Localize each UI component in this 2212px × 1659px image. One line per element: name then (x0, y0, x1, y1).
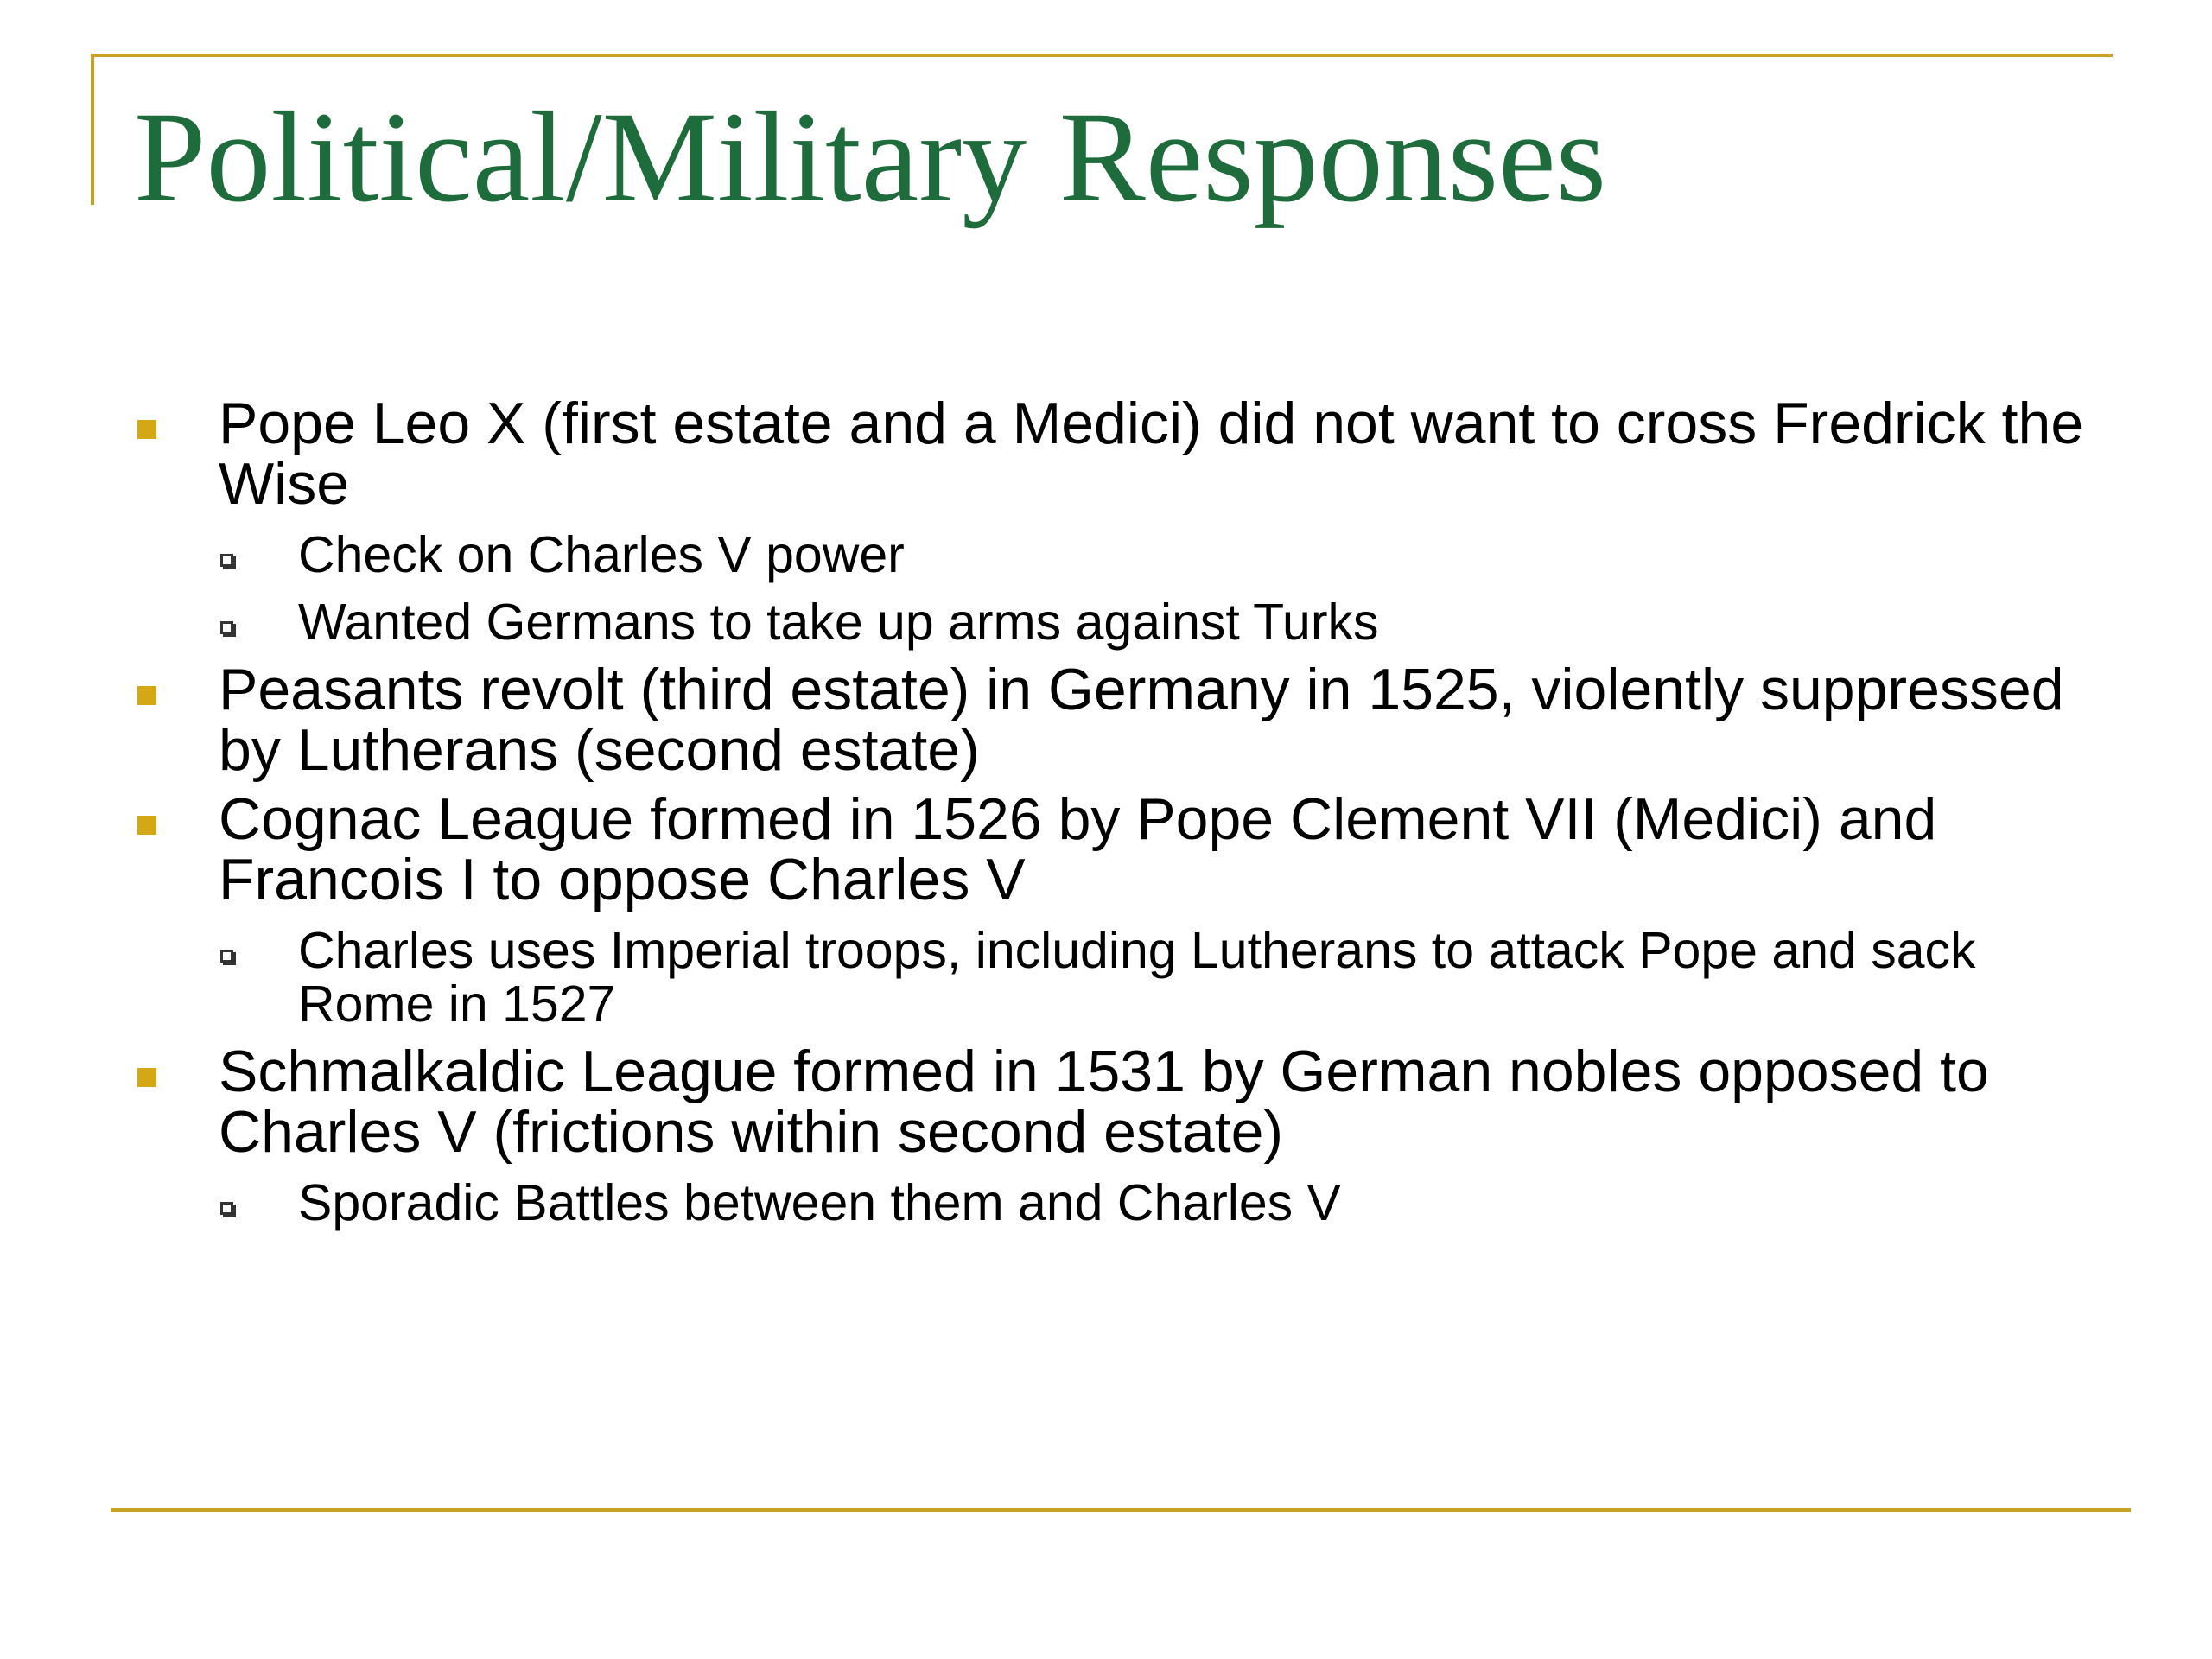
bullet-item (130, 786, 2100, 912)
bullet-item (130, 391, 2100, 517)
square-bullet-icon (137, 1068, 156, 1087)
hollow-square-bullet-icon (220, 554, 233, 567)
bullet-text: Schmalkaldic League formed in 1531 by German nobles opposed to Charles V (frictions within second estate) (219, 1039, 1989, 1165)
slide-title: Political/Military Responses (134, 86, 1607, 229)
left-frame-line (91, 54, 94, 205)
square-bullet-icon (137, 816, 156, 835)
square-bullet-icon (137, 686, 156, 705)
bullet-list (130, 393, 2100, 1230)
sub-bullet-text: Wanted Germans to take up arms against Turks (298, 594, 1379, 651)
hollow-square-bullet-icon (220, 950, 233, 963)
bullet-item (130, 657, 2100, 783)
bullet-item (130, 1039, 2100, 1165)
hollow-square-bullet-icon (220, 1202, 233, 1215)
sub-bullet-item (130, 924, 2100, 1031)
sub-bullet-item (130, 1176, 2100, 1230)
sub-bullet-text: Check on Charles V power (298, 526, 905, 583)
sub-bullet-item (130, 595, 2100, 649)
square-bullet-icon (137, 420, 156, 439)
sub-bullet-item (130, 528, 2100, 582)
bullet-text: Peasants revolt (third estate) in Germany in 1525, violently suppressed by Lutherans (second estate) (219, 657, 2064, 783)
bullet-text: Pope Leo X (first estate and a Medici) did not want to cross Fredrick the Wise (219, 391, 2084, 517)
sub-bullet-text: Sporadic Battles between them and Charles V (298, 1174, 1341, 1231)
sub-bullet-text: Charles uses Imperial troops, including Lutherans to attack Pope and sack Rome in 1527 (298, 922, 1976, 1033)
bullet-text: Cognac League formed in 1526 by Pope Clement VII (Medici) and Francois I to oppose Charles V (219, 786, 1937, 912)
top-frame-line (91, 54, 2113, 57)
bottom-frame-line (111, 1508, 2131, 1512)
hollow-square-bullet-icon (220, 621, 233, 634)
